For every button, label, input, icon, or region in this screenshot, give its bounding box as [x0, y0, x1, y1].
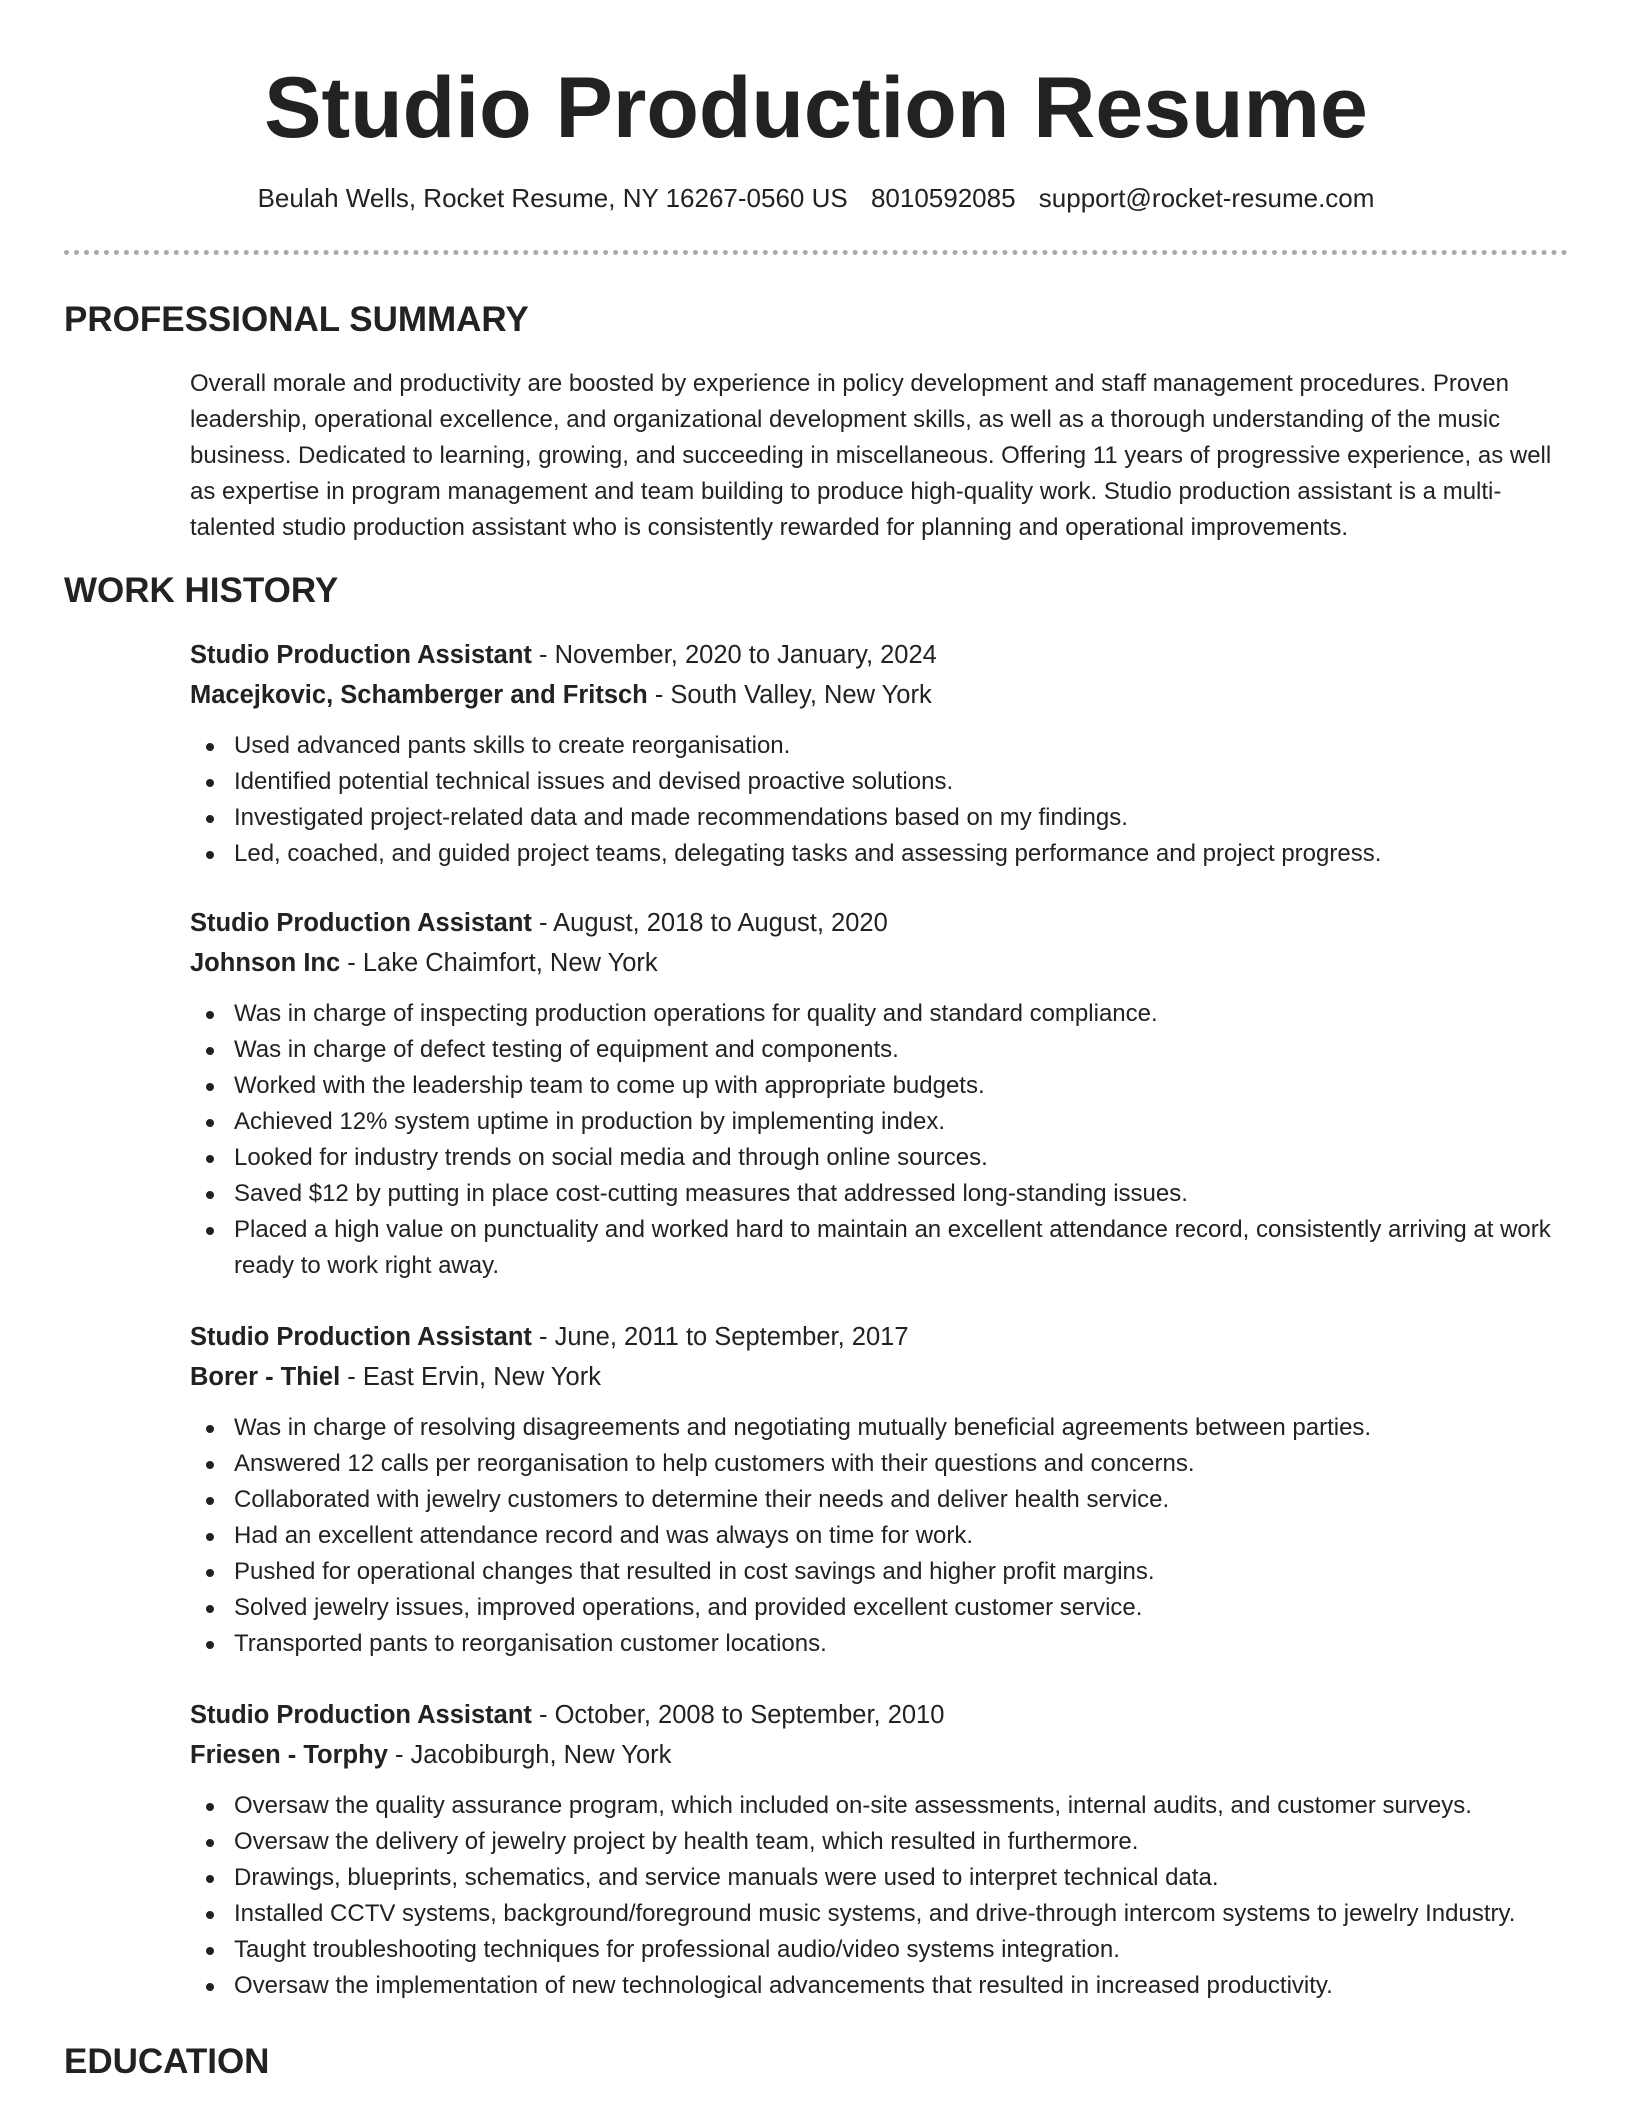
job-bullet: Investigated project-related data and made recommendations based on my findings.: [234, 800, 1570, 836]
section-heading-education: EDUCATION: [64, 2042, 270, 2081]
section-heading-summary: PROFESSIONAL SUMMARY: [64, 300, 529, 339]
job-bullet: Installed CCTV systems, background/foreground music systems, and drive-through intercom systems to jewelry Industry.: [234, 1896, 1570, 1932]
job-bullet-list: [190, 1410, 1570, 1662]
job-bullet: Collaborated with jewelry customers to determine their needs and deliver health service.: [234, 1482, 1570, 1518]
job-title: Studio Production Assistant: [190, 1701, 532, 1729]
job-entry: [190, 1695, 1570, 2004]
job-entry: [190, 903, 1570, 1284]
job-bullet: Looked for industry trends on social media and through online sources.: [234, 1140, 1570, 1176]
job-company-line: [190, 1735, 1570, 1775]
job-bullet: Oversaw the delivery of jewelry project by health team, which resulted in furthermore.: [234, 1824, 1570, 1860]
job-dates: - June, 2011 to September, 2017: [531, 1323, 909, 1351]
job-bullet: Had an excellent attendance record and was always on time for work.: [234, 1518, 1570, 1554]
job-bullet: Achieved 12% system uptime in production by implementing index.: [234, 1104, 1570, 1140]
job-bullet: Saved $12 by putting in place cost-cutting measures that addressed long-standing issues.: [234, 1176, 1570, 1212]
job-company: Borer - Thiel: [190, 1363, 341, 1391]
job-title: Studio Production Assistant: [190, 1323, 532, 1351]
job-dates: - November, 2020 to January, 2024: [531, 641, 937, 669]
job-title: Studio Production Assistant: [190, 909, 532, 937]
job-title-line: [190, 1317, 1570, 1357]
job-bullet: Was in charge of inspecting production operations for quality and standard compliance.: [234, 996, 1570, 1032]
header-divider: [64, 250, 1568, 255]
job-bullet: Worked with the leadership team to come up with appropriate budgets.: [234, 1068, 1570, 1104]
job-bullet: Was in charge of defect testing of equipment and components.: [234, 1032, 1570, 1068]
job-location: - Lake Chaimfort, New York: [340, 949, 658, 977]
contact-phone: 8010592085: [870, 183, 1016, 213]
job-company: Friesen - Torphy: [190, 1741, 388, 1769]
job-company-line: [190, 943, 1570, 983]
job-bullet: Taught troubleshooting techniques for professional audio/video systems integration.: [234, 1932, 1570, 1968]
job-bullet: Was in charge of resolving disagreements and negotiating mutually beneficial agreements between parties.: [234, 1410, 1570, 1446]
job-entry: [190, 635, 1570, 872]
job-bullet: Oversaw the implementation of new technological advancements that resulted in increased productivity.: [234, 1968, 1570, 2004]
job-bullet: Oversaw the quality assurance program, which included on-site assessments, internal audits, and customer surveys.: [234, 1788, 1570, 1824]
job-dates: - August, 2018 to August, 2020: [531, 909, 888, 937]
job-title-line: [190, 635, 1570, 675]
job-title: Studio Production Assistant: [190, 641, 532, 669]
contact-email: support@rocket-resume.com: [1038, 183, 1375, 213]
job-bullet: Placed a high value on punctuality and worked hard to maintain an excellent attendance record, consistently arriving at work ready to work right away.: [234, 1212, 1570, 1284]
section-heading-work-history: WORK HISTORY: [64, 571, 339, 610]
job-location: - East Ervin, New York: [340, 1363, 601, 1391]
job-bullet: Answered 12 calls per reorganisation to help customers with their questions and concerns.: [234, 1446, 1570, 1482]
job-company: Johnson Inc: [190, 949, 341, 977]
job-bullet-list: [190, 1788, 1570, 2004]
contact-line: [0, 180, 1632, 216]
job-entry: [190, 1317, 1570, 1662]
job-bullet: Transported pants to reorganisation customer locations.: [234, 1626, 1570, 1662]
job-company-line: [190, 675, 1570, 715]
job-bullet: Used advanced pants skills to create reorganisation.: [234, 728, 1570, 764]
job-location: - South Valley, New York: [647, 681, 932, 709]
summary-text: Overall morale and productivity are boosted by experience in policy development and staff management procedures. Proven leadership, operational excellence, and organizational development skills, as well as a thorough understanding of the music business. Dedicated to learning, growing, and succeeding in miscellaneous. Offering 11 years of progressive experience, as well as expertise in program management and team building to produce high-quality work. Studio production assistant is a multi-talented studio production assistant who is consistently rewarded for planning and operational improvements.: [190, 370, 1552, 541]
job-title-line: [190, 1695, 1570, 1735]
job-bullet: Drawings, blueprints, schematics, and service manuals were used to interpret technical data.: [234, 1860, 1570, 1896]
resume-title: Studio Production Resume: [264, 60, 1368, 156]
job-dates: - October, 2008 to September, 2010: [531, 1701, 945, 1729]
job-bullet: Led, coached, and guided project teams, delegating tasks and assessing performance and project progress.: [234, 836, 1570, 872]
job-title-line: [190, 903, 1570, 943]
job-bullet-list: [190, 996, 1570, 1284]
summary-text-block: [190, 366, 1570, 546]
job-bullet-list: [190, 728, 1570, 872]
job-company-line: [190, 1357, 1570, 1397]
job-company: Macejkovic, Schamberger and Fritsch: [190, 681, 648, 709]
job-bullet: Identified potential technical issues and devised proactive solutions.: [234, 764, 1570, 800]
job-bullet: Pushed for operational changes that resulted in cost savings and higher profit margins.: [234, 1554, 1570, 1590]
job-bullet: Solved jewelry issues, improved operations, and provided excellent customer service.: [234, 1590, 1570, 1626]
contact-address: Beulah Wells, Rocket Resume, NY 16267-0560 US: [257, 183, 848, 213]
job-location: - Jacobiburgh, New York: [387, 1741, 672, 1769]
